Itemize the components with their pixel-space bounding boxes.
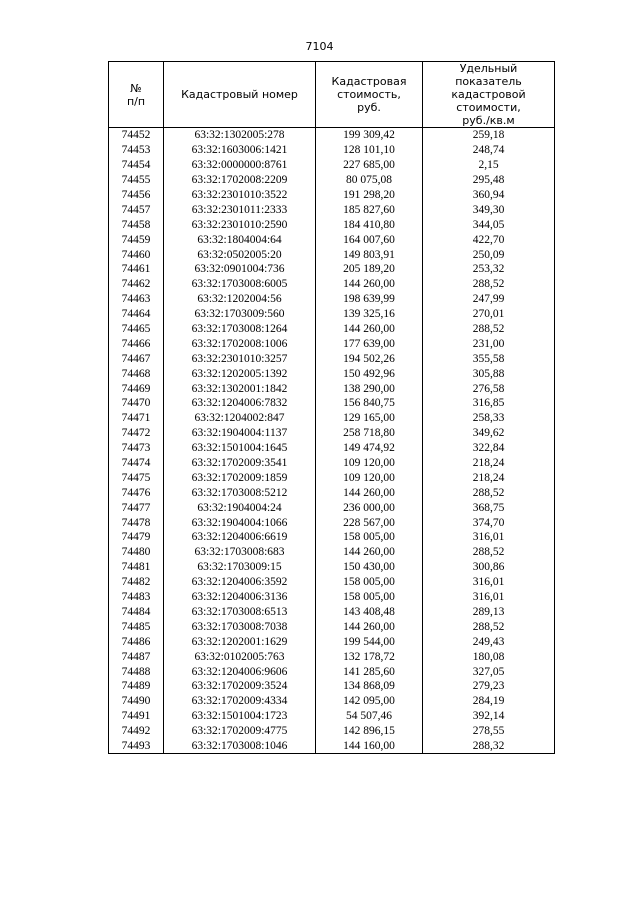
specific-value-cell: 295,48 xyxy=(423,173,555,188)
cadastral-number-cell: 63:32:1204006:9606 xyxy=(164,664,316,679)
table-row xyxy=(109,351,555,366)
row-number-cell: 74473 xyxy=(109,441,164,456)
table-row xyxy=(109,188,555,203)
table-row xyxy=(109,605,555,620)
cadastral-number-cell: 63:32:1703008:6005 xyxy=(164,277,316,292)
cadastral-number-cell: 63:32:1702009:3541 xyxy=(164,456,316,471)
table-row xyxy=(109,694,555,709)
row-number-cell: 74463 xyxy=(109,292,164,307)
table-row xyxy=(109,336,555,351)
specific-value-cell: 422,70 xyxy=(423,232,555,247)
cadastral-value-cell: 80 075,08 xyxy=(316,173,423,188)
specific-value-cell: 218,24 xyxy=(423,456,555,471)
cadastral-value-cell: 150 492,96 xyxy=(316,366,423,381)
specific-value-cell: 247,99 xyxy=(423,292,555,307)
specific-value-cell: 305,88 xyxy=(423,366,555,381)
table-row xyxy=(109,426,555,441)
specific-value-cell: 259,18 xyxy=(423,128,555,143)
table-row xyxy=(109,247,555,262)
specific-value-cell: 288,52 xyxy=(423,545,555,560)
table-row xyxy=(109,575,555,590)
cadastral-number-cell: 63:32:1703008:7038 xyxy=(164,619,316,634)
row-number-cell: 74486 xyxy=(109,634,164,649)
cadastral-number-cell: 63:32:0901004:736 xyxy=(164,262,316,277)
header-specific-value: Удельный показатель кадастровой стоимости, руб./кв.м xyxy=(423,62,555,128)
specific-value-cell: 270,01 xyxy=(423,307,555,322)
table-row xyxy=(109,202,555,217)
cadastral-value-cell: 177 639,00 xyxy=(316,336,423,351)
specific-value-cell: 253,32 xyxy=(423,262,555,277)
cadastral-value-cell: 156 840,75 xyxy=(316,396,423,411)
row-number-cell: 74461 xyxy=(109,262,164,277)
cadastral-value-cell: 149 474,92 xyxy=(316,441,423,456)
specific-value-cell: 349,30 xyxy=(423,202,555,217)
cadastral-number-cell: 63:32:1202001:1629 xyxy=(164,634,316,649)
cadastral-number-cell: 63:32:1204006:7832 xyxy=(164,396,316,411)
page-number: 7104 xyxy=(305,40,334,53)
cadastral-number-cell: 63:32:1804004:64 xyxy=(164,232,316,247)
cadastral-number-cell: 63:32:1702009:3524 xyxy=(164,679,316,694)
row-number-cell: 74492 xyxy=(109,724,164,739)
row-number-cell: 74487 xyxy=(109,649,164,664)
cadastral-number-cell: 63:32:1302001:1842 xyxy=(164,381,316,396)
cadastral-value-cell: 142 896,15 xyxy=(316,724,423,739)
cadastral-number-cell: 63:32:1703008:683 xyxy=(164,545,316,560)
table-row xyxy=(109,590,555,605)
table-row xyxy=(109,128,555,143)
row-number-cell: 74468 xyxy=(109,366,164,381)
cadastral-value-cell: 199 309,42 xyxy=(316,128,423,143)
row-number-cell: 74493 xyxy=(109,739,164,754)
table-row xyxy=(109,634,555,649)
table-body xyxy=(109,128,555,754)
cadastral-value-cell: 139 325,16 xyxy=(316,307,423,322)
row-number-cell: 74477 xyxy=(109,500,164,515)
specific-value-cell: 218,24 xyxy=(423,470,555,485)
specific-value-cell: 322,84 xyxy=(423,441,555,456)
cadastral-value-cell: 150 430,00 xyxy=(316,560,423,575)
table-row xyxy=(109,709,555,724)
table-row xyxy=(109,411,555,426)
cadastral-number-cell: 63:32:1702009:4775 xyxy=(164,724,316,739)
row-number-cell: 74470 xyxy=(109,396,164,411)
specific-value-cell: 392,14 xyxy=(423,709,555,724)
cadastral-value-cell: 158 005,00 xyxy=(316,575,423,590)
row-number-cell: 74471 xyxy=(109,411,164,426)
specific-value-cell: 250,09 xyxy=(423,247,555,262)
row-number-cell: 74483 xyxy=(109,590,164,605)
cadastral-number-cell: 63:32:1202005:1392 xyxy=(164,366,316,381)
specific-value-cell: 288,52 xyxy=(423,322,555,337)
table-row xyxy=(109,485,555,500)
header-cadastral-value: Кадастровая стоимость, руб. xyxy=(316,62,423,128)
cadastral-value-cell: 144 260,00 xyxy=(316,322,423,337)
table-row xyxy=(109,381,555,396)
cadastral-number-cell: 63:32:0000000:8761 xyxy=(164,158,316,173)
cadastral-value-cell: 164 007,60 xyxy=(316,232,423,247)
cadastral-number-cell: 63:32:1204006:3136 xyxy=(164,590,316,605)
cadastral-number-cell: 63:32:1204002:847 xyxy=(164,411,316,426)
cadastral-value-cell: 138 290,00 xyxy=(316,381,423,396)
cadastral-value-cell: 129 165,00 xyxy=(316,411,423,426)
header-cadastral-number: Кадастровый номер xyxy=(164,62,316,128)
table-row xyxy=(109,277,555,292)
cadastral-number-cell: 63:32:1703008:1264 xyxy=(164,322,316,337)
row-number-cell: 74467 xyxy=(109,351,164,366)
table-row xyxy=(109,292,555,307)
row-number-cell: 74466 xyxy=(109,336,164,351)
cadastral-number-cell: 63:32:1501004:1723 xyxy=(164,709,316,724)
cadastral-number-cell: 63:32:1703008:6513 xyxy=(164,605,316,620)
table-row xyxy=(109,158,555,173)
row-number-cell: 74482 xyxy=(109,575,164,590)
specific-value-cell: 180,08 xyxy=(423,649,555,664)
table-row xyxy=(109,262,555,277)
row-number-cell: 74479 xyxy=(109,530,164,545)
row-number-cell: 74456 xyxy=(109,188,164,203)
cadastral-number-cell: 63:32:2301011:2333 xyxy=(164,202,316,217)
row-number-cell: 74480 xyxy=(109,545,164,560)
cadastral-value-cell: 228 567,00 xyxy=(316,515,423,530)
cadastral-value-cell: 185 827,60 xyxy=(316,202,423,217)
cadastral-value-cell: 109 120,00 xyxy=(316,470,423,485)
table-row xyxy=(109,619,555,634)
table-row xyxy=(109,664,555,679)
cadastral-number-cell: 63:32:1904004:24 xyxy=(164,500,316,515)
cadastral-number-cell: 63:32:2301010:2590 xyxy=(164,217,316,232)
cadastral-number-cell: 63:32:1302005:278 xyxy=(164,128,316,143)
cadastral-value-cell: 227 685,00 xyxy=(316,158,423,173)
table-row xyxy=(109,560,555,575)
row-number-cell: 74454 xyxy=(109,158,164,173)
cadastral-number-cell: 63:32:1603006:1421 xyxy=(164,143,316,158)
header-row xyxy=(109,62,555,128)
row-number-cell: 74472 xyxy=(109,426,164,441)
cadastral-value-cell: 144 260,00 xyxy=(316,485,423,500)
cadastral-number-cell: 63:32:2301010:3522 xyxy=(164,188,316,203)
specific-value-cell: 2,15 xyxy=(423,158,555,173)
cadastral-number-cell: 63:32:1703009:560 xyxy=(164,307,316,322)
table-row xyxy=(109,679,555,694)
specific-value-cell: 288,52 xyxy=(423,485,555,500)
row-number-cell: 74453 xyxy=(109,143,164,158)
specific-value-cell: 278,55 xyxy=(423,724,555,739)
row-number-cell: 74459 xyxy=(109,232,164,247)
row-number-cell: 74475 xyxy=(109,470,164,485)
cadastral-value-cell: 134 868,09 xyxy=(316,679,423,694)
specific-value-cell: 248,74 xyxy=(423,143,555,158)
cadastral-number-cell: 63:32:1501004:1645 xyxy=(164,441,316,456)
header-row-number: № п/п xyxy=(109,62,164,128)
row-number-cell: 74489 xyxy=(109,679,164,694)
table-row xyxy=(109,322,555,337)
row-number-cell: 74460 xyxy=(109,247,164,262)
cadastral-value-cell: 144 260,00 xyxy=(316,277,423,292)
row-number-cell: 74469 xyxy=(109,381,164,396)
cadastral-value-cell: 236 000,00 xyxy=(316,500,423,515)
row-number-cell: 74481 xyxy=(109,560,164,575)
specific-value-cell: 349,62 xyxy=(423,426,555,441)
cadastral-value-cell: 194 502,26 xyxy=(316,351,423,366)
table-row xyxy=(109,441,555,456)
table-row xyxy=(109,470,555,485)
cadastral-number-cell: 63:32:2301010:3257 xyxy=(164,351,316,366)
table-row xyxy=(109,530,555,545)
specific-value-cell: 316,01 xyxy=(423,575,555,590)
cadastral-number-cell: 63:32:0102005:763 xyxy=(164,649,316,664)
specific-value-cell: 289,13 xyxy=(423,605,555,620)
row-number-cell: 74462 xyxy=(109,277,164,292)
cadastral-value-cell: 191 298,20 xyxy=(316,188,423,203)
cadastral-number-cell: 63:32:1202004:56 xyxy=(164,292,316,307)
row-number-cell: 74491 xyxy=(109,709,164,724)
cadastral-value-cell: 54 507,46 xyxy=(316,709,423,724)
cadastral-value-cell: 144 260,00 xyxy=(316,545,423,560)
table-row xyxy=(109,217,555,232)
table-row xyxy=(109,515,555,530)
specific-value-cell: 316,01 xyxy=(423,590,555,605)
cadastral-number-cell: 63:32:1702009:1859 xyxy=(164,470,316,485)
row-number-cell: 74484 xyxy=(109,605,164,620)
specific-value-cell: 327,05 xyxy=(423,664,555,679)
row-number-cell: 74452 xyxy=(109,128,164,143)
cadastral-number-cell: 63:32:1204006:3592 xyxy=(164,575,316,590)
specific-value-cell: 276,58 xyxy=(423,381,555,396)
cadastral-value-cell: 128 101,10 xyxy=(316,143,423,158)
row-number-cell: 74474 xyxy=(109,456,164,471)
cadastral-value-cell: 158 005,00 xyxy=(316,530,423,545)
table-row xyxy=(109,307,555,322)
cadastral-number-cell: 63:32:1702008:2209 xyxy=(164,173,316,188)
cadastral-value-table xyxy=(108,61,555,754)
row-number-cell: 74465 xyxy=(109,322,164,337)
table-row xyxy=(109,366,555,381)
cadastral-value-cell: 144 160,00 xyxy=(316,739,423,754)
row-number-cell: 74457 xyxy=(109,202,164,217)
cadastral-value-cell: 199 544,00 xyxy=(316,634,423,649)
cadastral-value-cell: 258 718,80 xyxy=(316,426,423,441)
specific-value-cell: 368,75 xyxy=(423,500,555,515)
specific-value-cell: 316,85 xyxy=(423,396,555,411)
cadastral-number-cell: 63:32:1204006:6619 xyxy=(164,530,316,545)
row-number-cell: 74464 xyxy=(109,307,164,322)
specific-value-cell: 288,52 xyxy=(423,277,555,292)
table-row xyxy=(109,739,555,754)
cadastral-value-cell: 109 120,00 xyxy=(316,456,423,471)
cadastral-number-cell: 63:32:1703008:5212 xyxy=(164,485,316,500)
specific-value-cell: 360,94 xyxy=(423,188,555,203)
row-number-cell: 74476 xyxy=(109,485,164,500)
table-row xyxy=(109,396,555,411)
row-number-cell: 74458 xyxy=(109,217,164,232)
cadastral-value-cell: 184 410,80 xyxy=(316,217,423,232)
row-number-cell: 74490 xyxy=(109,694,164,709)
cadastral-value-cell: 158 005,00 xyxy=(316,590,423,605)
table-row xyxy=(109,456,555,471)
specific-value-cell: 249,43 xyxy=(423,634,555,649)
specific-value-cell: 288,52 xyxy=(423,619,555,634)
specific-value-cell: 279,23 xyxy=(423,679,555,694)
cadastral-value-cell: 198 639,99 xyxy=(316,292,423,307)
specific-value-cell: 344,05 xyxy=(423,217,555,232)
cadastral-number-cell: 63:32:1703009:15 xyxy=(164,560,316,575)
table-row xyxy=(109,173,555,188)
cadastral-number-cell: 63:32:1702009:4334 xyxy=(164,694,316,709)
cadastral-number-cell: 63:32:1904004:1066 xyxy=(164,515,316,530)
row-number-cell: 74488 xyxy=(109,664,164,679)
cadastral-value-cell: 141 285,60 xyxy=(316,664,423,679)
specific-value-cell: 355,58 xyxy=(423,351,555,366)
cadastral-number-cell: 63:32:0502005:20 xyxy=(164,247,316,262)
table-row xyxy=(109,724,555,739)
row-number-cell: 74478 xyxy=(109,515,164,530)
cadastral-value-cell: 144 260,00 xyxy=(316,619,423,634)
specific-value-cell: 316,01 xyxy=(423,530,555,545)
table-row xyxy=(109,232,555,247)
specific-value-cell: 231,00 xyxy=(423,336,555,351)
cadastral-value-cell: 142 095,00 xyxy=(316,694,423,709)
specific-value-cell: 300,86 xyxy=(423,560,555,575)
table-row xyxy=(109,143,555,158)
cadastral-value-cell: 205 189,20 xyxy=(316,262,423,277)
table-row xyxy=(109,545,555,560)
cadastral-number-cell: 63:32:1703008:1046 xyxy=(164,739,316,754)
row-number-cell: 74455 xyxy=(109,173,164,188)
cadastral-number-cell: 63:32:1904004:1137 xyxy=(164,426,316,441)
table-row xyxy=(109,500,555,515)
table-header xyxy=(109,62,555,128)
cadastral-number-cell: 63:32:1702008:1006 xyxy=(164,336,316,351)
cadastral-value-cell: 132 178,72 xyxy=(316,649,423,664)
specific-value-cell: 284,19 xyxy=(423,694,555,709)
table-row xyxy=(109,649,555,664)
specific-value-cell: 374,70 xyxy=(423,515,555,530)
row-number-cell: 74485 xyxy=(109,619,164,634)
cadastral-value-cell: 149 803,91 xyxy=(316,247,423,262)
specific-value-cell: 288,32 xyxy=(423,739,555,754)
specific-value-cell: 258,33 xyxy=(423,411,555,426)
cadastral-value-cell: 143 408,48 xyxy=(316,605,423,620)
